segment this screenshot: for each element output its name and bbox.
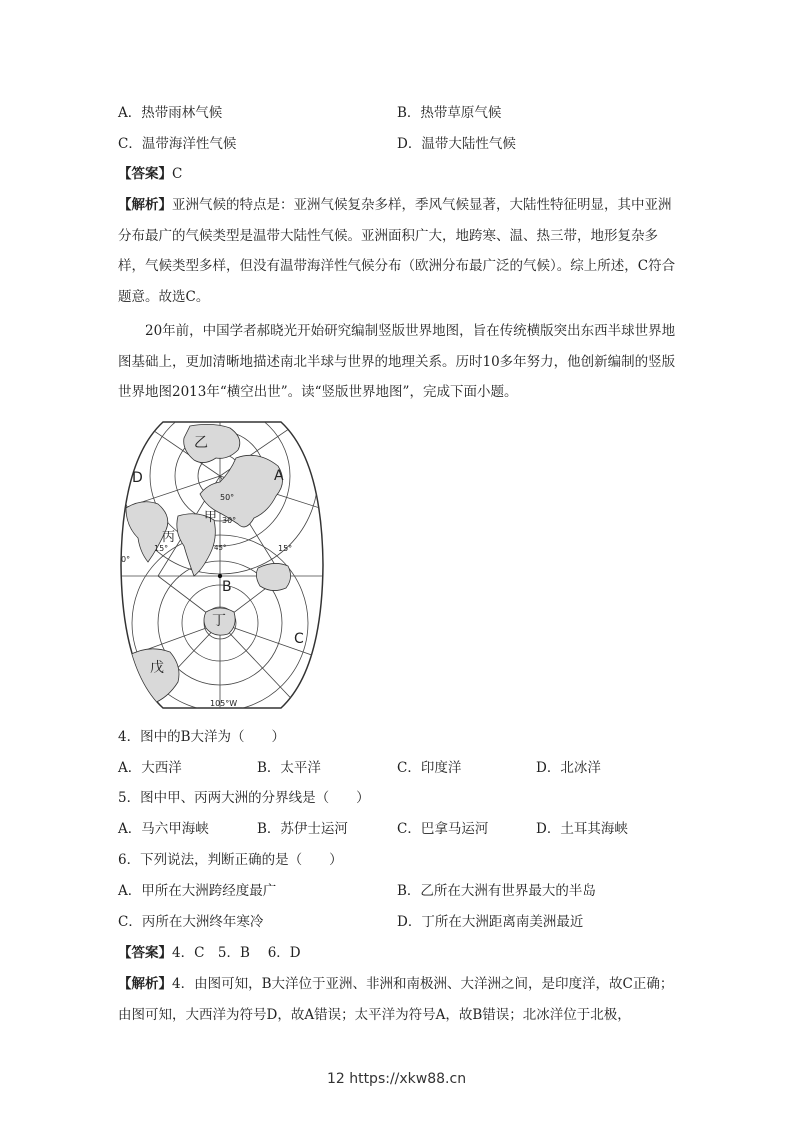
answers-line	[118, 943, 301, 963]
australia-shape	[256, 563, 290, 590]
center-dot	[218, 574, 222, 578]
tick-lat50: 50°	[220, 493, 235, 502]
label-a: A	[274, 468, 284, 484]
q6-stem: 6．下列说法，判断正确的是（ ）	[118, 852, 343, 868]
answers-text: 4．C 5．B 6．D	[172, 945, 301, 961]
answers-tag: 【答案】	[118, 945, 172, 961]
q4-option-a: A．大西洋	[118, 760, 182, 776]
page-footer: 12 https://xkw88.cn	[326, 1071, 467, 1087]
tick-lat15-right: 15°	[278, 544, 293, 553]
q4-stem: 4．图中的B大洋为（ ）	[118, 729, 286, 745]
q3-option-b: B．热带草原气候	[397, 105, 502, 121]
q5-stem: 5．图中甲、丙两大洲的分界线是（ ）	[118, 790, 370, 806]
map-svg	[118, 420, 326, 710]
q5-option-d: D．土耳其海峡	[536, 821, 628, 837]
q4-option-c: C．印度洋	[397, 760, 462, 776]
analysis2-tag: 【解析】	[118, 976, 172, 992]
tick-105w: 105°W	[210, 699, 238, 708]
label-d: D	[132, 470, 143, 486]
vertical-world-map	[118, 420, 326, 710]
tick-lat15-left: 15°	[154, 544, 169, 553]
label-c: C	[294, 631, 304, 647]
analysis2-text: 4．由图可知，B大洋位于亚洲、非洲和南极洲、大洋洲之间，是印度洋，故C正确；由图可知，大西洋为符号D，故A错误；太平洋为符号A，故B错误；北冰洋位于北极，	[118, 976, 674, 1023]
analysis-tag: 【解析】	[118, 197, 172, 213]
label-ding: 丁	[212, 613, 226, 629]
tick-small: 45°	[214, 544, 227, 552]
label-yi: 乙	[194, 435, 208, 451]
q5-option-c: C．巴拿马运河	[397, 821, 489, 837]
q4-option-d: D．北冰洋	[536, 760, 601, 776]
analysis-text: 亚洲气候的特点是：亚洲气候复杂多样，季风气候显著，大陆性特征明显，其中亚洲分布最广的气候类型是温带大陆性气候。亚洲面积广大，地跨寒、温、热三带，地形复杂多样，气候类型多样，但没有温带海洋性气候分布（欧洲分布最广泛的气候）。综上所述，C符合题意。故选C。	[118, 197, 676, 305]
q3-option-a: A．热带雨林气候	[118, 105, 223, 121]
q5-option-b: B．苏伊士运河	[257, 821, 348, 837]
q4-option-b: B．太平洋	[257, 760, 321, 776]
q6-option-b: B．乙所在大洲有世界最大的半岛	[397, 883, 596, 899]
label-wu: 戊	[150, 660, 164, 676]
analysis-4	[118, 969, 680, 1030]
q3-option-c: C．温带海洋性气候	[118, 136, 237, 152]
answer-tag: 【答案】	[118, 166, 172, 182]
q5-option-a: A．马六甲海峡	[118, 821, 209, 837]
label-jia: 甲	[204, 510, 218, 525]
q6-option-d: D．丁所在大洲距离南美洲最近	[397, 914, 584, 930]
q6-option-c: C．丙所在大洲终年寒冷	[118, 914, 264, 930]
label-b: B	[222, 579, 232, 595]
tick-lat30: 30°	[222, 516, 237, 525]
q6-option-a: A．甲所在大洲跨经度最广	[118, 883, 277, 899]
tick-zero: 0°	[121, 555, 131, 564]
q3-answer	[118, 164, 182, 184]
answer-value: C	[172, 166, 183, 182]
q3-analysis	[118, 190, 680, 312]
label-bing: 丙	[162, 530, 176, 545]
q3-option-d: D．温带大陆性气候	[397, 136, 516, 152]
intro-paragraph: 20年前，中国学者郝晓光开始研究编制竖版世界地图，旨在传统横版突出东西半球世界地图基础上，更加清晰地描述南北半球与世界的地理关系。历时10多年努力，他创新编制的竖版世界地图2013年“横空出世”。读“竖版世界地图”，完成下面小题。	[118, 323, 676, 400]
